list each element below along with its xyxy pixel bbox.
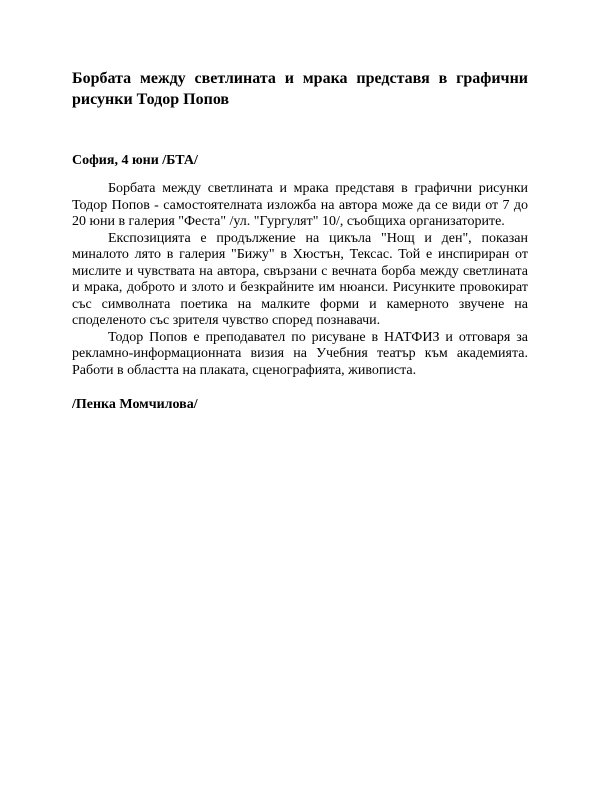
dateline: София, 4 юни /БТА/ — [72, 153, 198, 168]
article — [72, 68, 528, 413]
paragraph-1: Борбата между светлината и мрака представя в графични рисунки Тодор Попов - самостоятелната изложба на автора може да се види от 7 до 20 юни в галерия "Феста" /ул. "Гургулят" 10/, съобщиха организаторите. — [72, 181, 528, 229]
paragraph-2: Експозицията е продължение на цикъла "Нощ и ден", показан миналото лято в галерия "Бижу" в Хюстън, Тексас. Той е инспириран от мислите и чувствата на автора, свързани с вечната борба между светлината и мрака, доброто и злото и безкрайните им нюанси. Рисунките провокират със символната поетика на малките форми и камерното звучене на споделеното със зрителя чувство според познавачи. — [72, 230, 528, 328]
article-title: Борбата между светлината и мрака представя в графични рисунки Тодор Попов — [72, 70, 528, 108]
paragraph-3: Тодор Попов е преподавател по рисуване в НАТФИЗ и отговаря за рекламно-информационната визия на Учебния театър към академията. Работи в областта на плаката, сценографията, живописта. — [72, 329, 528, 378]
author-byline: /Пенка Момчилова/ — [72, 397, 198, 412]
article-body — [72, 181, 528, 379]
